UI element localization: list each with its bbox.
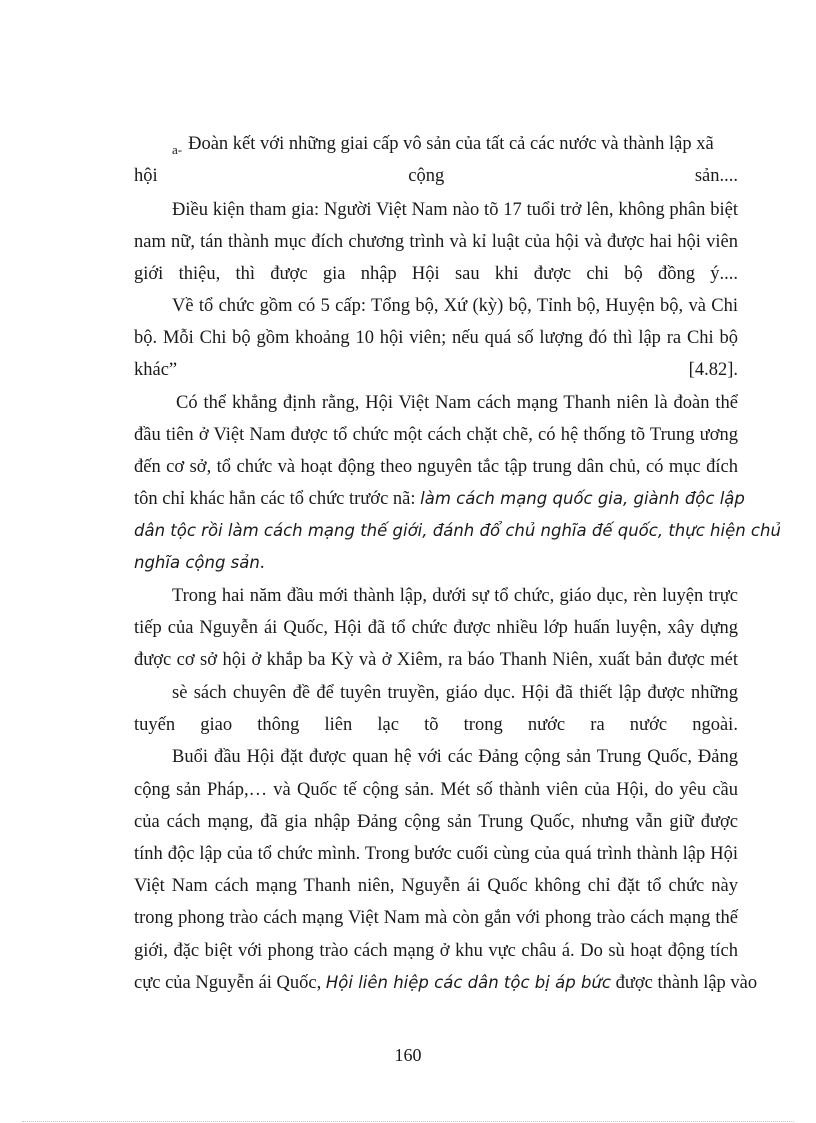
text-line: Trong hai năm đầu mới thành lập, dưới sự tổ chức, giáo dục, rèn luyện trực <box>172 586 738 606</box>
text-line <box>172 133 738 156</box>
text-line <box>134 359 738 381</box>
word: nước <box>527 715 566 735</box>
word: hội <box>134 166 158 186</box>
text-span: Đoàn kết với những giai cấp vô sản của tất cả các nước và thành lập xã <box>188 134 714 154</box>
word: ra <box>590 715 605 735</box>
text-line <box>134 714 738 736</box>
italic-span: làm cách mạng quốc gia, giành độc lập <box>420 489 745 508</box>
word: trong <box>463 715 503 735</box>
text-line: Điều kiện tham gia: Người Việt Nam nào tõ 17 tuổi trở lên, không phân biệt <box>172 200 738 220</box>
text-line: tính độc lập của tổ chức mình. Trong bước cuối cùng của quá trình thành lập Hội <box>134 844 738 864</box>
text-line <box>134 972 758 994</box>
text-line: Việt Nam cách mạng Thanh niên, Nguyễn ái Quốc không chỉ đặt tổ chức này <box>134 876 738 896</box>
text-line: giới, đặc biệt với phong trào cách mạng ở khu vực châu á. Do sù hoạt động tích <box>134 941 738 961</box>
text-span: tôn chỉ khác hẳn các tổ chức trước nã: <box>134 489 421 509</box>
text-line: dân tộc rồi làm cách mạng thế giới, đánh đổ chủ nghĩa đế quốc, thực hiện chủ <box>134 521 781 540</box>
word: ngoài. <box>692 715 738 735</box>
text-span: khác” <box>134 360 178 380</box>
text-line: trong phong trào cách mạng Việt Nam mà còn gắn với phong trào cách mạng thế <box>134 908 738 928</box>
text-span: được thành lập vào <box>610 973 758 993</box>
page-bottom-border <box>22 1121 794 1122</box>
text-line: tiếp của Nguyễn ái Quốc, Hội đã tổ chức được nhiều lớp huấn luyện, xây dựng <box>134 618 738 638</box>
text-line: Về tổ chức gồm có 5 cấp: Tổng bộ, Xứ (kỳ) bộ, Tỉnh bộ, Huyện bộ, và Chi <box>172 296 738 316</box>
text-line <box>134 165 738 187</box>
text-line: bộ. Mỗi Chi bộ gồm khoảng 10 hội viên; nếu quá số lượng đó thì lập ra Chi bộ <box>134 328 738 348</box>
text-line: Buổi đầu Hội đặt được quan hệ với các Đảng cộng sản Trung Quốc, Đảng <box>172 747 738 767</box>
text-line: đầu tiên ở Việt Nam được tổ chức một cách chặt chẽ, có hệ thống tõ Trung ương <box>134 425 738 445</box>
text-line: Có thể khẳng định rằng, Hội Việt Nam cách mạng Thanh niên là đoàn thể <box>176 393 738 413</box>
word: tuyến <box>134 715 176 735</box>
text-line: được cơ sở hội ở khắp ba Kỳ và ở Xiêm, ra báo Thanh Niên, xuất bản được mét <box>134 650 738 670</box>
text-line: cộng sản Pháp,… và Quốc tế cộng sản. Mét số thành viên của Hội, do yêu cầu <box>134 780 738 800</box>
text-line: đến cơ sở, tổ chức và hoạt động theo nguyên tắc tập trung dân chủ, có mục đích <box>134 457 738 477</box>
text-line: giới thiệu, thì được gia nhập Hội sau khi được chi bộ đồng ý.... <box>134 264 738 284</box>
italic-span: nghĩa cộng sản <box>134 553 260 572</box>
page-number: 160 <box>394 1045 422 1065</box>
text-line <box>134 552 738 574</box>
word: giao <box>200 715 233 735</box>
text-line: sè sách chuyên đề để tuyên truyền, giáo dục. Hội đã thiết lập được những <box>172 683 738 703</box>
text-span: . <box>259 553 265 573</box>
text-line: của cách mạng, đã gia nhập Đảng cộng sản Trung Quốc, nhưng vẫn giữ được <box>134 812 738 832</box>
word: sản.... <box>694 166 738 186</box>
citation: [4.82]. <box>688 360 738 380</box>
word: liên <box>324 715 353 735</box>
word: cộng <box>408 166 445 186</box>
text-line <box>134 488 745 510</box>
list-marker: a- <box>172 142 183 157</box>
word: lạc <box>377 715 399 735</box>
text-line: nam nữ, tán thành mục đích chương trình và kỉ luật của hội và được hai hội viên <box>134 232 738 252</box>
text-span: cực của Nguyễn ái Quốc, <box>134 973 326 993</box>
word: tõ <box>424 715 439 735</box>
word: nước <box>629 715 668 735</box>
italic-span: Hội liên hiệp các dân tộc bị áp bức <box>325 973 611 992</box>
word: thông <box>257 715 300 735</box>
